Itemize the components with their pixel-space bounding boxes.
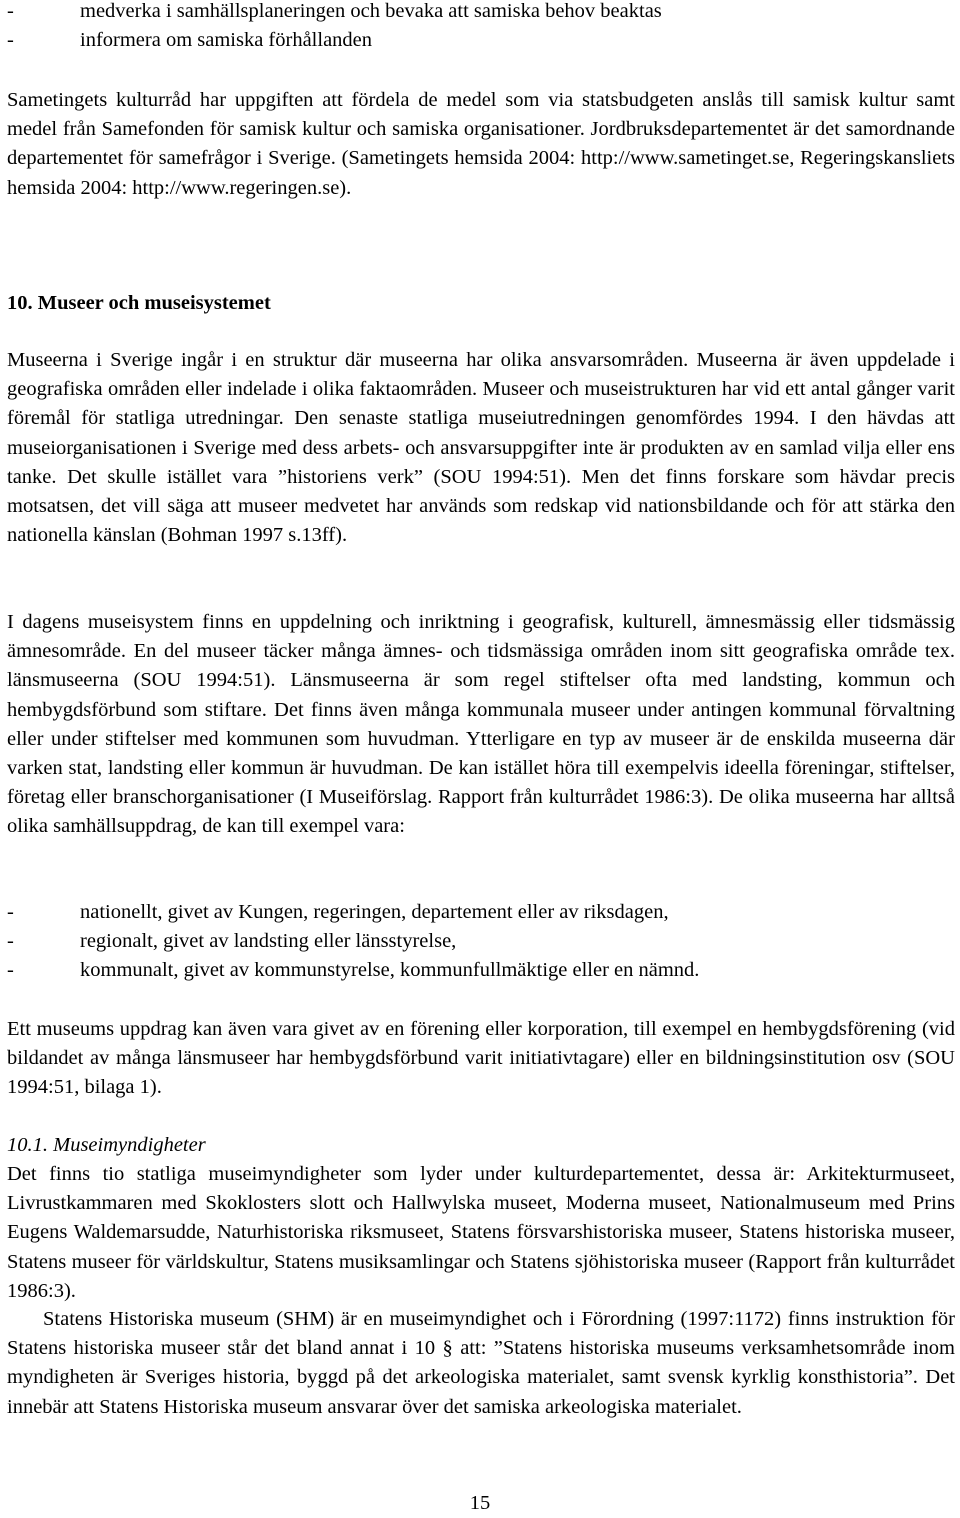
list-item: - medverka i samhällsplaneringen och bevaka att samiska behov beaktas (7, 0, 955, 26)
dash-marker: - (7, 901, 14, 923)
paragraph-uppdrag: Ett museums uppdrag kan även vara givet av en förening eller korporation, till exempel en hembygdsförening (vid bildandet av många länsmuseer har hembygdsförbund varit initiativtagare) eller en bildningsinstitution osv (SOU 1994:51, bilaga 1). (7, 1018, 955, 1099)
paragraph-museerna: Museerna i Sverige ingår i en struktur där museerna har olika ansvarsområden. Museerna är även uppdelade i geografiska områden eller indelade i olika faktaområden. Museer och museistrukturen har vid ett antal gånger varit föremål för statliga utredningar. Den senaste statliga museiutredningen genomfördes 1994. I den hävdas att museiorganisationen i Sverige med dess arbets- och ansvarsuppgifter inte är produkten av en samlad vilja eller ens tanke. Det skulle istället vara ”historiens verk” (SOU 1994:51). Men det finns forskare som hävdar precis motsatsen, det vill säga att museer medvetet har används som redskap vid nationsbildande och för att stärka den nationella känslan (Bohman 1997 s.13ff). (7, 349, 955, 547)
page-number: 15 (469, 1492, 491, 1514)
list-item: - nationellt, givet av Kungen, regeringen, departement eller av riksdagen, (7, 898, 955, 927)
paragraph-kulturrad: Sametingets kulturråd har uppgiften att fördela de medel som via statsbudgeten anslås till samisk kultur samt medel från Samefonden för samisk kultur och samiska organisationer. Jordbruksdepartementet är det samordnande departementet för samefrågor i Sverige. (Sametingets hemsida 2004: http://www.sametinget.se, Regeringskansliets hemsida 2004: http://www.regeringen.se). (7, 89, 955, 199)
dash-marker: - (7, 930, 14, 953)
dash-marker: - (7, 29, 14, 52)
list-item: - informera om samiska förhållanden (7, 26, 955, 55)
section-heading: 10. Museer och museisystemet (7, 292, 271, 314)
list-item: - regionalt, givet av landsting eller länsstyrelse, (7, 927, 955, 956)
paragraph-museimyndigheter: Det finns tio statliga museimyndigheter som lyder under kulturdepartementet, dessa är: Arkitekturmuseet, Livrustkammaren med Skoklosters slott och Hallwylska museet, Moderna museet, Nationalmuseum med Prins Eugens Waldemarsudde, Naturhistoriska riksmuseet, Statens försvarshistoriska museer, Statens historiska museer, Statens museer för världskultur, Statens musiksamlingar och Statens sjöhistoriska museer (Rapport från kulturrådet 1986:3). (7, 1163, 955, 1302)
dash-marker: - (7, 959, 14, 982)
list-item: - kommunalt, givet av kommunstyrelse, kommunfullmäktige eller en nämnd. (7, 956, 955, 985)
subsection-heading: 10.1. Museimyndigheter (7, 1134, 206, 1156)
top-dash-list (7, 0, 955, 55)
dash-marker: - (7, 0, 14, 22)
paragraph-dagens-museisystem: I dagens museisystem finns en uppdelning och inriktning i geografisk, kulturell, ämnesmässig eller tidsmässig ämnesområde. En del museer täcker många ämnes- och tidsmässiga områden inom sitt geografiska område tex. länsmuseerna (SOU 1994:51). Länsmuseerna är som regel stiftelser ofta med landsting, kommun och hembygdsförbund som stiftare. Det finns även många kommunala museer under antingen kommunal förvaltning eller under stiftelser med kommunen som huvudman. Ytterligare en typ av museer är de enskilda museerna där varken stat, landsting eller kommun är huvudman. De kan istället höra till exempelvis ideella föreningar, stiftelser, företag eller branschorganisationer (I Museiförslag. Rapport från kulturrådet 1986:3). De olika museerna har alltså olika samhällsuppdrag, de kan till exempel vara: (7, 611, 955, 838)
uppdrag-dash-list (7, 898, 955, 986)
paragraph-shm: Statens Historiska museum (SHM) är en museimyndighet och i Förordning (1997:1172) finns instruktion för Statens historiska museer står det bland annat i 10 § att: ”Statens historiska museums verksamhetsområde inom myndigheten är Sveriges historia, byggd på det arkeologiska materialet, samt svensk kyrklig konsthistoria”. Det innebär att Statens Historiska museum ansvarar över det samiska arkeologiska materialet. (7, 1308, 955, 1418)
